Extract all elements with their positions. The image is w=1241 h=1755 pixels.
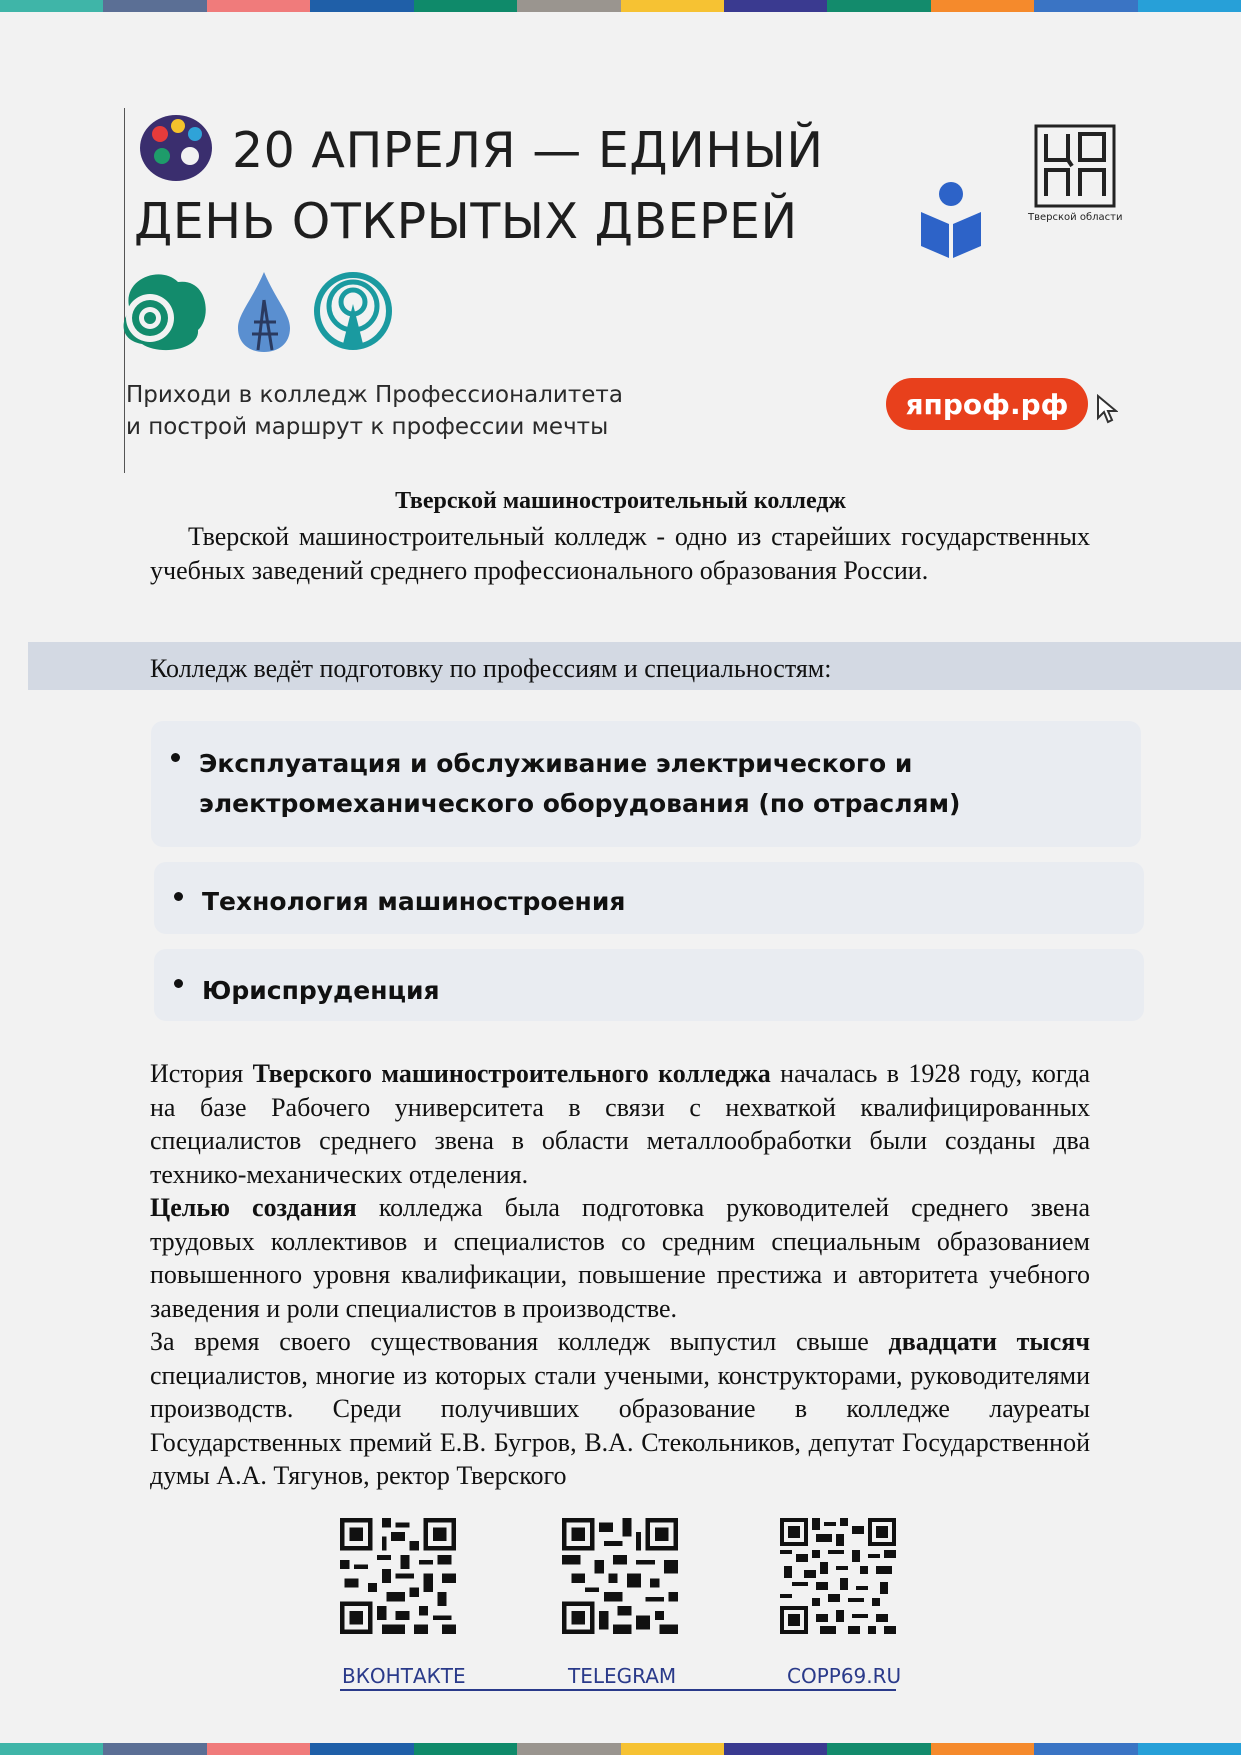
cursor-arrow-icon xyxy=(1096,394,1118,424)
history-paragraph-1 xyxy=(150,1057,1090,1191)
links-underline xyxy=(340,1689,896,1691)
college-title: Тверской машиностроительный колледж xyxy=(395,488,846,514)
programs-band-text: Колледж ведёт подготовку по профессиям и специальностям: xyxy=(150,654,832,683)
copp-logo-icon xyxy=(1034,124,1118,220)
stripe-segment xyxy=(1034,1743,1137,1755)
stripe-segment xyxy=(931,0,1034,12)
stripe-segment xyxy=(310,0,413,12)
stripe-segment xyxy=(517,1743,620,1755)
headline-line-1: 20 АПРЕЛЯ — ЕДИНЫЙ xyxy=(232,122,824,179)
stripe-segment xyxy=(517,0,620,12)
bottom-color-stripe xyxy=(0,1743,1241,1755)
program-card xyxy=(154,949,1144,1021)
stripe-segment xyxy=(827,1743,930,1755)
stripe-segment xyxy=(310,1743,413,1755)
bullet-icon xyxy=(171,753,180,762)
program-card xyxy=(154,862,1144,934)
history-paragraph-3 xyxy=(150,1325,1090,1493)
stripe-segment xyxy=(414,1743,517,1755)
stripe-segment xyxy=(621,1743,724,1755)
stripe-segment xyxy=(621,0,724,12)
banner-subtitle-line-1: Приходи в колледж Профессионалитета xyxy=(126,382,623,408)
history-text: специалистов, многие из которых стали учеными, конструкторами, руководителями производств. Среди получивших образование в колледже лауреаты Государственных премий Е.В. Бугров, В.А. Стекольников, депутат Государственной думы А.А. Тягунов, ректор Тверского xyxy=(150,1360,1090,1490)
history-college-name: Тверского машиностроительного колледжа xyxy=(252,1059,771,1088)
stripe-segment xyxy=(103,0,206,12)
program-card xyxy=(151,721,1141,847)
stripe-segment xyxy=(931,1743,1034,1755)
oil-drop-icon xyxy=(236,270,292,354)
bullet-icon xyxy=(174,892,183,901)
program-name: Технология машиностроения xyxy=(202,887,626,916)
top-color-stripe xyxy=(0,0,1241,12)
telegram-link[interactable]: TELEGRAM xyxy=(568,1664,677,1688)
open-day-banner xyxy=(124,108,984,358)
copp-site-qr-code-icon[interactable] xyxy=(780,1518,896,1634)
yaprof-badge[interactable]: япроф.рф xyxy=(886,378,1088,430)
stripe-segment xyxy=(1138,1743,1241,1755)
stripe-segment xyxy=(0,0,103,12)
stripe-segment xyxy=(0,1743,103,1755)
history-text: За время своего существования колледж выпустил свыше xyxy=(150,1327,889,1356)
programs-band xyxy=(28,642,1241,690)
program-name: Юриспруденция xyxy=(202,976,440,1005)
signal-tower-icon xyxy=(314,272,392,350)
reader-book-icon xyxy=(919,180,983,260)
program-name-line-1: Эксплуатация и обслуживание электрического и xyxy=(199,749,913,778)
stripe-segment xyxy=(724,0,827,12)
history-graduates-count: двадцати тысяч xyxy=(888,1327,1091,1356)
history-goal-label: Целью создания xyxy=(150,1193,357,1222)
stripe-segment xyxy=(414,0,517,12)
history-paragraph-2 xyxy=(150,1191,1090,1325)
stripe-segment xyxy=(1138,0,1241,12)
palette-icon xyxy=(138,110,216,188)
program-name-line-2: электромеханического оборудования (по отраслям) xyxy=(199,789,961,818)
stripe-segment xyxy=(1034,0,1137,12)
stripe-segment xyxy=(103,1743,206,1755)
stripe-segment xyxy=(207,0,310,12)
copp-region-label: Тверской области xyxy=(1028,212,1123,223)
stripe-segment xyxy=(207,1743,310,1755)
telegram-qr-code-icon[interactable] xyxy=(562,1518,678,1634)
college-intro: Тверской машиностроительный колледж - одно из старейших государственных учебных заведений среднего профессионального образования России. xyxy=(150,522,1090,585)
history-text: началась в 1928 году, когда на базе Рабочего университета в связи с нехваткой квалифицированных специалистов среднего звена в области металлообработки были созданы два технико-механических отделения. xyxy=(150,1059,1090,1189)
headline-line-2: ДЕНЬ ОТКРЫТЫХ ДВЕРЕЙ xyxy=(134,193,798,250)
stripe-segment xyxy=(827,0,930,12)
copp-site-link[interactable]: COPP69.RU xyxy=(787,1664,902,1688)
banner-subtitle-line-2: и построй маршрут к профессии мечты xyxy=(126,414,609,440)
vk-qr-code-icon[interactable] xyxy=(340,1518,456,1634)
history-text: колледжа была подготовка руководителей среднего звена трудовых коллективов и специалистов со средним специальным образованием повышенного уровня квалификации, повышение престижа и авторитета учебного заведения и роли специалистов в производстве. xyxy=(150,1193,1090,1323)
history-text: История xyxy=(150,1059,253,1088)
vk-link[interactable]: ВКОНТАКТЕ xyxy=(342,1664,466,1688)
stripe-segment xyxy=(724,1743,827,1755)
bullet-icon xyxy=(174,979,183,988)
target-tree-icon xyxy=(120,270,210,354)
